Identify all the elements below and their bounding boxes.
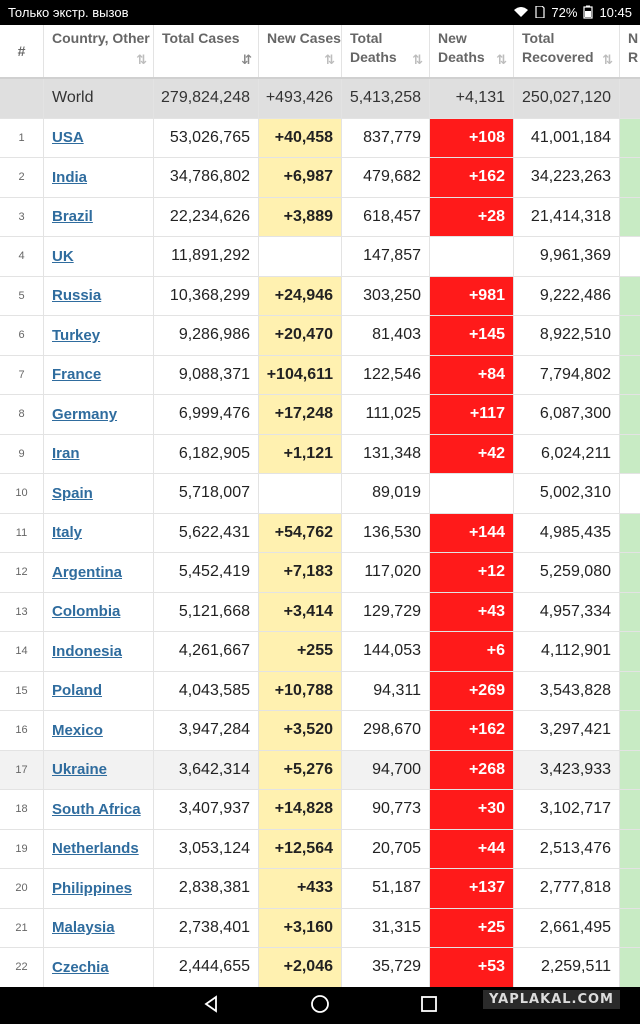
country-cell[interactable]: Germany bbox=[44, 395, 154, 434]
new-cases-cell: +12,564 bbox=[259, 830, 342, 869]
cut-column-cell bbox=[620, 672, 640, 711]
total-recovered-cell: 3,297,421 bbox=[514, 711, 620, 750]
country-cell[interactable]: Czechia bbox=[44, 948, 154, 987]
new-deaths-cell: +43 bbox=[430, 593, 514, 632]
total-recovered-cell: 4,957,334 bbox=[514, 593, 620, 632]
new-deaths-cell: +144 bbox=[430, 514, 514, 553]
total-cases-cell: 3,407,937 bbox=[154, 790, 259, 829]
rank-cell: 16 bbox=[0, 711, 44, 750]
world-row bbox=[0, 79, 640, 119]
cut-column-cell bbox=[620, 553, 640, 592]
country-cell[interactable]: Italy bbox=[44, 514, 154, 553]
country-cell[interactable]: France bbox=[44, 356, 154, 395]
rank-cell: 10 bbox=[0, 474, 44, 513]
header-country[interactable] bbox=[44, 25, 154, 77]
country-cell[interactable]: Indonesia bbox=[44, 632, 154, 671]
new-deaths-cell: +108 bbox=[430, 119, 514, 158]
new-deaths-cell bbox=[430, 474, 514, 513]
country-cell[interactable]: India bbox=[44, 158, 154, 197]
cut-column-cell bbox=[620, 790, 640, 829]
new-deaths-cell: +28 bbox=[430, 198, 514, 237]
new-deaths-cell: +137 bbox=[430, 869, 514, 908]
total-recovered-cell: 4,985,435 bbox=[514, 514, 620, 553]
total-recovered-cell: 34,223,263 bbox=[514, 158, 620, 197]
cut-column-cell bbox=[620, 79, 640, 118]
header-total-cases[interactable] bbox=[154, 25, 259, 77]
rank-cell: 1 bbox=[0, 119, 44, 158]
rank-cell: 15 bbox=[0, 672, 44, 711]
total-cases-cell: 34,786,802 bbox=[154, 158, 259, 197]
total-recovered-cell: 3,543,828 bbox=[514, 672, 620, 711]
table-row bbox=[0, 909, 640, 949]
new-cases-cell: +3,889 bbox=[259, 198, 342, 237]
total-cases-cell: 10,368,299 bbox=[154, 277, 259, 316]
total-deaths-cell: 122,546 bbox=[342, 356, 430, 395]
country-cell[interactable]: Poland bbox=[44, 672, 154, 711]
total-cases-cell: 2,838,381 bbox=[154, 869, 259, 908]
home-circle-icon[interactable] bbox=[310, 994, 330, 1018]
new-deaths-cell: +42 bbox=[430, 435, 514, 474]
rank-cell: 13 bbox=[0, 593, 44, 632]
country-cell[interactable]: Mexico bbox=[44, 711, 154, 750]
total-cases-cell: 4,043,585 bbox=[154, 672, 259, 711]
new-deaths-cell: +25 bbox=[430, 909, 514, 948]
cut-column-cell bbox=[620, 237, 640, 276]
total-recovered-cell: 7,794,802 bbox=[514, 356, 620, 395]
new-cases-cell: +5,276 bbox=[259, 751, 342, 790]
total-recovered-cell: 6,024,211 bbox=[514, 435, 620, 474]
country-cell[interactable]: Spain bbox=[44, 474, 154, 513]
total-cases-cell: 6,999,476 bbox=[154, 395, 259, 434]
new-deaths-cell: +117 bbox=[430, 395, 514, 434]
total-cases-cell: 5,452,419 bbox=[154, 553, 259, 592]
new-deaths-cell: +162 bbox=[430, 158, 514, 197]
rank-cell: 5 bbox=[0, 277, 44, 316]
table-row bbox=[0, 316, 640, 356]
country-cell[interactable]: Netherlands bbox=[44, 830, 154, 869]
table-row bbox=[0, 514, 640, 554]
new-cases-cell: +24,946 bbox=[259, 277, 342, 316]
new-cases-cell: +6,987 bbox=[259, 158, 342, 197]
total-deaths-cell: 147,857 bbox=[342, 237, 430, 276]
cut-column-cell bbox=[620, 277, 640, 316]
total-cases-cell: 22,234,626 bbox=[154, 198, 259, 237]
sim-icon bbox=[535, 6, 545, 20]
country-cell[interactable]: Colombia bbox=[44, 593, 154, 632]
country-cell[interactable]: South Africa bbox=[44, 790, 154, 829]
new-deaths-cell: +981 bbox=[430, 277, 514, 316]
cut-column-cell bbox=[620, 869, 640, 908]
wifi-icon bbox=[513, 6, 529, 20]
sort-arrows-icon[interactable]: ⇅ bbox=[136, 52, 147, 67]
rank-cell: 8 bbox=[0, 395, 44, 434]
total-deaths-cell: 81,403 bbox=[342, 316, 430, 355]
cut-column-cell bbox=[620, 593, 640, 632]
country-cell[interactable]: Ukraine bbox=[44, 751, 154, 790]
total-recovered-cell: 5,259,080 bbox=[514, 553, 620, 592]
cut-column-cell bbox=[620, 158, 640, 197]
cut-column-cell bbox=[620, 632, 640, 671]
total-deaths-cell: 90,773 bbox=[342, 790, 430, 829]
table-row bbox=[0, 751, 640, 791]
table-row bbox=[0, 198, 640, 238]
table-row bbox=[0, 158, 640, 198]
rank-cell: 21 bbox=[0, 909, 44, 948]
new-deaths-cell bbox=[430, 237, 514, 276]
rank-cell: 9 bbox=[0, 435, 44, 474]
table-row bbox=[0, 948, 640, 987]
total-cases-cell: 4,261,667 bbox=[154, 632, 259, 671]
total-deaths-cell: 129,729 bbox=[342, 593, 430, 632]
total-cases-cell: 5,718,007 bbox=[154, 474, 259, 513]
table-row bbox=[0, 672, 640, 712]
watermark-logo: YAPLAKAL.COM bbox=[483, 990, 620, 1009]
total-deaths-cell: 131,348 bbox=[342, 435, 430, 474]
table-row bbox=[0, 593, 640, 633]
table-row bbox=[0, 435, 640, 475]
country-cell[interactable]: Turkey bbox=[44, 316, 154, 355]
total-cases-cell: 2,738,401 bbox=[154, 909, 259, 948]
country-cell: World bbox=[44, 79, 154, 118]
country-cell[interactable]: Iran bbox=[44, 435, 154, 474]
rank-cell: 12 bbox=[0, 553, 44, 592]
country-cell[interactable]: UK bbox=[44, 237, 154, 276]
new-cases-cell bbox=[259, 237, 342, 276]
header-new-deaths[interactable] bbox=[430, 25, 514, 77]
total-deaths-cell: 89,019 bbox=[342, 474, 430, 513]
header-cut-column: N R bbox=[628, 30, 639, 65]
country-cell[interactable]: Brazil bbox=[44, 198, 154, 237]
total-deaths-cell: 479,682 bbox=[342, 158, 430, 197]
new-cases-cell: +255 bbox=[259, 632, 342, 671]
total-recovered-cell: 2,513,476 bbox=[514, 830, 620, 869]
status-right bbox=[513, 5, 632, 21]
new-deaths-cell: +4,131 bbox=[430, 79, 514, 118]
cut-column-cell bbox=[620, 198, 640, 237]
cut-column-cell bbox=[620, 356, 640, 395]
total-cases-cell: 11,891,292 bbox=[154, 237, 259, 276]
battery-percent: 72% bbox=[551, 5, 578, 20]
rank-cell: 2 bbox=[0, 158, 44, 197]
total-recovered-cell: 8,922,510 bbox=[514, 316, 620, 355]
battery-icon bbox=[583, 5, 593, 21]
table-row bbox=[0, 553, 640, 593]
table-row bbox=[0, 277, 640, 317]
total-cases-cell: 3,642,314 bbox=[154, 751, 259, 790]
header-total-cases-label: Total Cases bbox=[162, 30, 240, 46]
sort-arrows-icon[interactable]: ⇅ bbox=[412, 52, 423, 67]
new-deaths-cell: +12 bbox=[430, 553, 514, 592]
rank-cell: 7 bbox=[0, 356, 44, 395]
rank-cell: 3 bbox=[0, 198, 44, 237]
new-cases-cell: +40,458 bbox=[259, 119, 342, 158]
new-deaths-cell: +53 bbox=[430, 948, 514, 987]
new-cases-cell bbox=[259, 474, 342, 513]
cut-column-cell bbox=[620, 395, 640, 434]
new-cases-cell: +20,470 bbox=[259, 316, 342, 355]
covid-table bbox=[0, 25, 640, 987]
total-deaths-cell: 303,250 bbox=[342, 277, 430, 316]
total-deaths-cell: 117,020 bbox=[342, 553, 430, 592]
total-recovered-cell: 41,001,184 bbox=[514, 119, 620, 158]
total-recovered-cell: 2,661,495 bbox=[514, 909, 620, 948]
total-recovered-cell: 21,414,318 bbox=[514, 198, 620, 237]
new-cases-cell: +433 bbox=[259, 869, 342, 908]
country-cell[interactable]: Philippines bbox=[44, 869, 154, 908]
total-cases-cell: 3,947,284 bbox=[154, 711, 259, 750]
sort-desc-icon[interactable]: ⇵ bbox=[241, 52, 252, 67]
total-cases-cell: 5,622,431 bbox=[154, 514, 259, 553]
total-cases-cell: 2,444,655 bbox=[154, 948, 259, 987]
carrier-text: Только экстр. вызов bbox=[8, 5, 129, 20]
total-recovered-cell: 9,222,486 bbox=[514, 277, 620, 316]
cut-column-cell bbox=[620, 435, 640, 474]
total-cases-cell: 279,824,248 bbox=[154, 79, 259, 118]
new-deaths-cell: +44 bbox=[430, 830, 514, 869]
new-cases-cell: +2,046 bbox=[259, 948, 342, 987]
total-deaths-cell: 837,779 bbox=[342, 119, 430, 158]
new-cases-cell: +3,520 bbox=[259, 711, 342, 750]
total-deaths-cell: 111,025 bbox=[342, 395, 430, 434]
total-deaths-cell: 618,457 bbox=[342, 198, 430, 237]
country-cell[interactable]: USA bbox=[44, 119, 154, 158]
table-row bbox=[0, 632, 640, 672]
sort-arrows-icon[interactable]: ⇅ bbox=[602, 52, 613, 67]
rank-cell: 18 bbox=[0, 790, 44, 829]
table-row bbox=[0, 356, 640, 396]
new-cases-cell: +7,183 bbox=[259, 553, 342, 592]
new-deaths-cell: +84 bbox=[430, 356, 514, 395]
header-country-label: Country, Other bbox=[52, 30, 150, 46]
total-deaths-cell: 35,729 bbox=[342, 948, 430, 987]
country-cell[interactable]: Malaysia bbox=[44, 909, 154, 948]
header-new-cases-label: New Cases bbox=[267, 30, 341, 46]
header-total-deaths-label: Total Deaths bbox=[350, 30, 397, 65]
rank-cell bbox=[0, 79, 44, 118]
rank-cell: 14 bbox=[0, 632, 44, 671]
new-deaths-cell: +269 bbox=[430, 672, 514, 711]
new-cases-cell: +3,160 bbox=[259, 909, 342, 948]
table-row bbox=[0, 830, 640, 870]
total-recovered-cell: 6,087,300 bbox=[514, 395, 620, 434]
header-total-recovered[interactable] bbox=[514, 25, 620, 77]
new-cases-cell: +3,414 bbox=[259, 593, 342, 632]
rank-cell: 4 bbox=[0, 237, 44, 276]
total-deaths-cell: 94,700 bbox=[342, 751, 430, 790]
new-cases-cell: +104,611 bbox=[259, 356, 342, 395]
total-deaths-cell: 5,413,258 bbox=[342, 79, 430, 118]
new-deaths-cell: +268 bbox=[430, 751, 514, 790]
table-row bbox=[0, 237, 640, 277]
new-deaths-cell: +6 bbox=[430, 632, 514, 671]
table-header bbox=[0, 25, 640, 79]
total-deaths-cell: 20,705 bbox=[342, 830, 430, 869]
total-deaths-cell: 94,311 bbox=[342, 672, 430, 711]
total-deaths-cell: 136,530 bbox=[342, 514, 430, 553]
total-cases-cell: 53,026,765 bbox=[154, 119, 259, 158]
cut-column-cell bbox=[620, 514, 640, 553]
total-recovered-cell: 250,027,120 bbox=[514, 79, 620, 118]
total-deaths-cell: 51,187 bbox=[342, 869, 430, 908]
total-cases-cell: 3,053,124 bbox=[154, 830, 259, 869]
total-recovered-cell: 3,423,933 bbox=[514, 751, 620, 790]
total-recovered-cell: 5,002,310 bbox=[514, 474, 620, 513]
rank-cell: 22 bbox=[0, 948, 44, 987]
recents-square-icon[interactable] bbox=[420, 995, 438, 1017]
header-total-deaths[interactable] bbox=[342, 25, 430, 77]
cut-column-cell bbox=[620, 909, 640, 948]
cut-column-cell bbox=[620, 751, 640, 790]
rank-cell: 19 bbox=[0, 830, 44, 869]
total-recovered-cell: 3,102,717 bbox=[514, 790, 620, 829]
back-triangle-icon[interactable] bbox=[202, 995, 220, 1017]
header-rank[interactable]: # bbox=[0, 25, 44, 77]
header-new-deaths-label: New Deaths bbox=[438, 30, 485, 65]
cut-column-cell bbox=[620, 119, 640, 158]
total-recovered-cell: 2,777,818 bbox=[514, 869, 620, 908]
cut-column-cell bbox=[620, 711, 640, 750]
total-deaths-cell: 298,670 bbox=[342, 711, 430, 750]
new-cases-cell: +493,426 bbox=[259, 79, 342, 118]
table-row bbox=[0, 711, 640, 751]
status-bar bbox=[0, 0, 640, 25]
rank-cell: 17 bbox=[0, 751, 44, 790]
table-row bbox=[0, 119, 640, 159]
new-cases-cell: +17,248 bbox=[259, 395, 342, 434]
header-new-cases[interactable] bbox=[259, 25, 342, 77]
cut-column-cell bbox=[620, 830, 640, 869]
header-total-recovered-label: Total Recovered bbox=[522, 30, 594, 65]
clock: 10:45 bbox=[599, 5, 632, 20]
total-recovered-cell: 9,961,369 bbox=[514, 237, 620, 276]
sort-arrows-icon[interactable]: ⇅ bbox=[324, 52, 335, 67]
total-cases-cell: 9,088,371 bbox=[154, 356, 259, 395]
new-deaths-cell: +145 bbox=[430, 316, 514, 355]
rank-cell: 11 bbox=[0, 514, 44, 553]
new-cases-cell: +54,762 bbox=[259, 514, 342, 553]
table-row bbox=[0, 790, 640, 830]
table-row bbox=[0, 474, 640, 514]
table-row bbox=[0, 395, 640, 435]
cut-column-cell bbox=[620, 948, 640, 987]
total-cases-cell: 9,286,986 bbox=[154, 316, 259, 355]
sort-arrows-icon[interactable]: ⇅ bbox=[496, 52, 507, 67]
cut-column-cell bbox=[620, 316, 640, 355]
new-cases-cell: +1,121 bbox=[259, 435, 342, 474]
cut-column-cell bbox=[620, 474, 640, 513]
table-row bbox=[0, 869, 640, 909]
total-deaths-cell: 144,053 bbox=[342, 632, 430, 671]
total-cases-cell: 6,182,905 bbox=[154, 435, 259, 474]
new-deaths-cell: +30 bbox=[430, 790, 514, 829]
country-cell[interactable]: Argentina bbox=[44, 553, 154, 592]
new-cases-cell: +10,788 bbox=[259, 672, 342, 711]
new-cases-cell: +14,828 bbox=[259, 790, 342, 829]
rank-cell: 20 bbox=[0, 869, 44, 908]
new-deaths-cell: +162 bbox=[430, 711, 514, 750]
total-recovered-cell: 4,112,901 bbox=[514, 632, 620, 671]
total-deaths-cell: 31,315 bbox=[342, 909, 430, 948]
rank-cell: 6 bbox=[0, 316, 44, 355]
total-cases-cell: 5,121,668 bbox=[154, 593, 259, 632]
total-recovered-cell: 2,259,511 bbox=[514, 948, 620, 987]
country-cell[interactable]: Russia bbox=[44, 277, 154, 316]
